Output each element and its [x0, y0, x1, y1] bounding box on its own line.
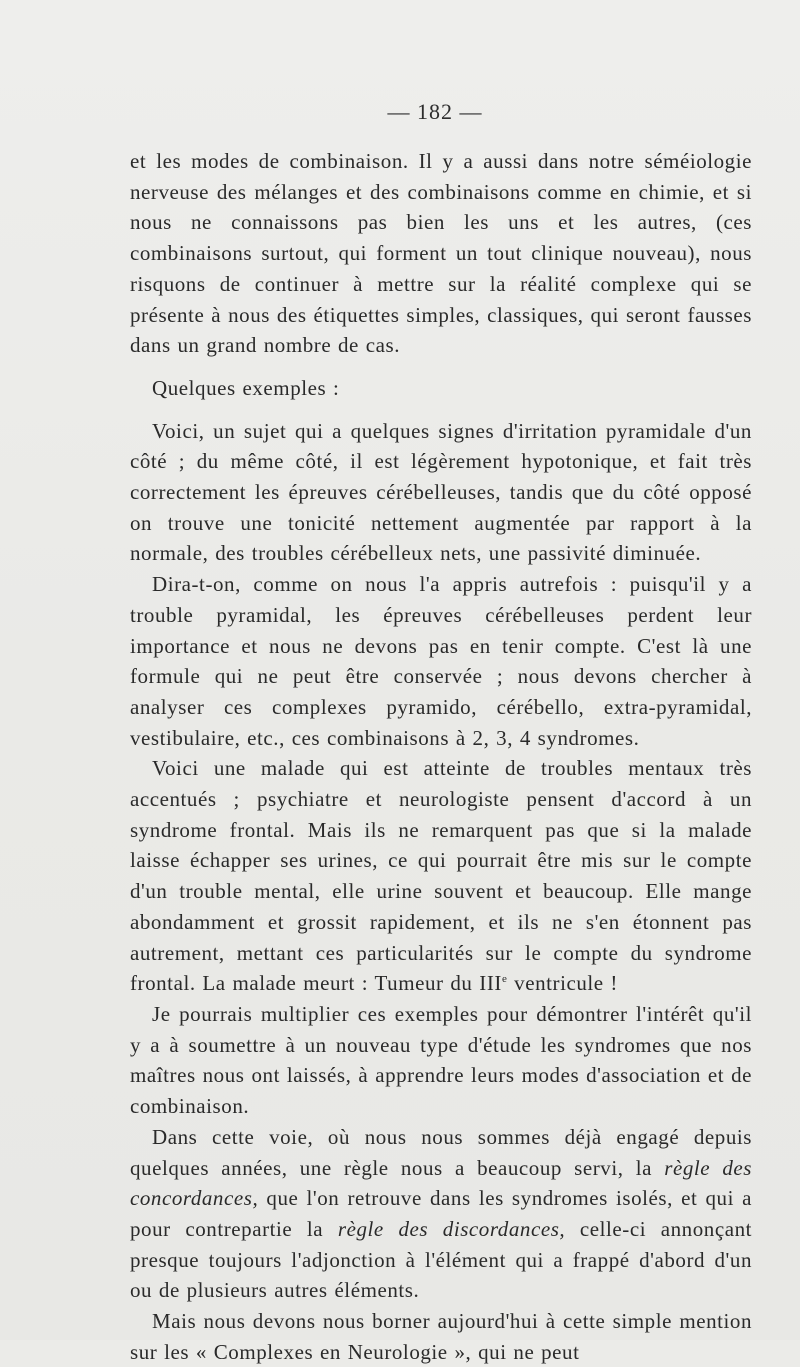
- paragraph-5-text: Voici une malade qui est atteinte de troubles mentaux très accentués ; psychiatre et neurologiste pensent d'accord à un syndrome frontal. Mais ils ne remarquent pas que si la malade laisse échapper ses urines, ce qui pourrait être mis sur le compte d'un trouble mental, elle urine souvent et beaucoup. Elle mange abondamment et grossit rapidement, et ils ne s'en étonnent pas autrement, mettant ces particularités sur le compte du syndrome frontal. La malade meurt : Tumeur du: [130, 756, 752, 996]
- paragraph-2-heading: Quelques exemples :: [152, 375, 340, 400]
- page-number: — 182 —: [387, 99, 483, 124]
- body-text: [130, 146, 752, 1367]
- paragraph-5: [130, 753, 752, 999]
- rule-of-discordances: règle des discordances,: [337, 1216, 566, 1241]
- paragraph-4: Dira-t-on, comme on nous l'a appris autrefois : puisqu'il y a trouble pyramidal, les épreuves cérébelleuses perdent leur importance et nous ne devons pas en tenir compte. C'est là une formule qui ne peut être conservée ; nous devons chercher à analyser ces complexes pyramido, cérébello, extra-pyramidal, vestibulaire, etc., ces combinaisons à 2, 3, 4 syndromes.: [130, 572, 752, 750]
- ventricle-superscript: e: [501, 973, 508, 986]
- paragraph-7-part-2: que l'on retrouve dans les syndromes isolés, et qui a pour contrepartie la: [130, 1186, 752, 1241]
- rule-of-concordances: règle des concordances,: [130, 1155, 753, 1211]
- paragraph-7-part-3: celle-ci annonçant presque toujours l'adjonction à l'élément qui a frappé d'abord d'un ou de plusieurs autres éléments.: [130, 1216, 753, 1303]
- paragraph-6: Je pourrais multiplier ces exemples pour démontrer l'intérêt qu'il y a à soumettre à un nouveau type d'étude les syndromes que nos maîtres nous ont laissés, à apprendre leurs modes d'association et de combinaison.: [130, 1001, 752, 1119]
- paragraph-7-part-1: Dans cette voie, où nous nous sommes déjà engagé depuis quelques années, une règle nous a beaucoup servi, la: [130, 1124, 752, 1180]
- ventricle-numeral: III: [479, 971, 502, 996]
- paragraph-1: et les modes de combinaison. Il y a aussi dans notre séméiologie nerveuse des mélanges et des combinaisons comme en chimie, et si nous ne connaissons pas bien les uns et les autres, (ces combinaisons surtout, qui forment un tout clinique nouveau), nous risquons de continuer à mettre sur la réalité complexe qui se présente à nous des étiquettes simples, classiques, qui seront fausses dans un grand nombre de cas.: [130, 149, 752, 358]
- paragraph-8: Mais nous devons nous borner aujourd'hui à cette simple mention sur les « Complexes en Neurologie », qui ne peut: [130, 1309, 752, 1364]
- paragraph-5-end: ventricule !: [507, 971, 618, 996]
- paragraph-3: Voici, un sujet qui a quelques signes d'irritation pyramidale d'un côté ; du même côté, il est légèrement hypotonique, et fait très correctement les épreuves cérébelleuses, tandis que du côté opposé on trouve une tonicité nettement augmentée par rapport à la normale, des troubles cérébelleux nets, une passivité diminuée.: [130, 418, 752, 566]
- paragraph-7: [130, 1122, 752, 1306]
